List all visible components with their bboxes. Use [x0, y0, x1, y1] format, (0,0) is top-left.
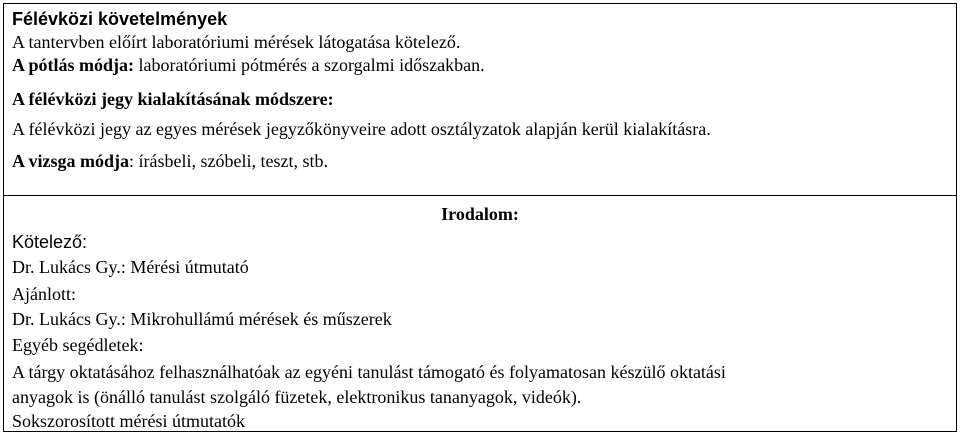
other-aids-line-1: A tárgy oktatásához felhasználhatóak az egyéni tanulást támogató és folyamatosan készülő oktatási: [12, 362, 726, 382]
grading-text: A félévközi jegy az egyes mérések jegyzőkönyveire adott osztályzatok alapján kerül kialakításra.: [12, 119, 711, 139]
recommended-item: [12, 308, 392, 330]
grading-heading: A félévközi jegy kialakításának módszere:: [12, 89, 334, 109]
literature-cell: [3, 195, 957, 432]
recommended-label: Ajánlott:: [12, 284, 76, 304]
recommended-author: Dr. Lukács Gy.: [12, 309, 121, 329]
attendance-text: A tantervben előírt laboratóriumi mérések látogatása kötelező.: [12, 32, 461, 52]
exam-value: : írásbeli, szóbeli, teszt, stb.: [129, 151, 328, 171]
literature-title: Irodalom:: [441, 204, 519, 224]
document-table: [3, 3, 957, 432]
exam-label: A vizsga módja: [12, 151, 129, 171]
exam-line: [12, 150, 328, 172]
requirements-heading: Félévközi követelmények: [12, 9, 228, 29]
required-title: : Mérési útmutató: [120, 257, 249, 277]
required-item: [12, 256, 249, 278]
recommended-title: : Mikrohullámú mérések és műszerek: [120, 309, 392, 329]
required-author: Dr. Lukács Gy.: [12, 257, 121, 277]
makeup-value: laboratóriumi pótmérés a szorgalmi időszakban.: [134, 55, 485, 75]
other-aids-label: Egyéb segédletek:: [12, 335, 144, 355]
requirements-cell: [3, 3, 957, 196]
copied-guides: Sokszorosított mérési útmutatók: [12, 411, 245, 431]
makeup-line: [12, 54, 485, 76]
other-aids-line-2: anyagok is (önálló tanulást szolgáló füzetek, elektronikus tananyagok, videók).: [12, 387, 582, 407]
required-label: Kötelező:: [12, 232, 88, 252]
makeup-label: A pótlás módja:: [12, 55, 135, 75]
